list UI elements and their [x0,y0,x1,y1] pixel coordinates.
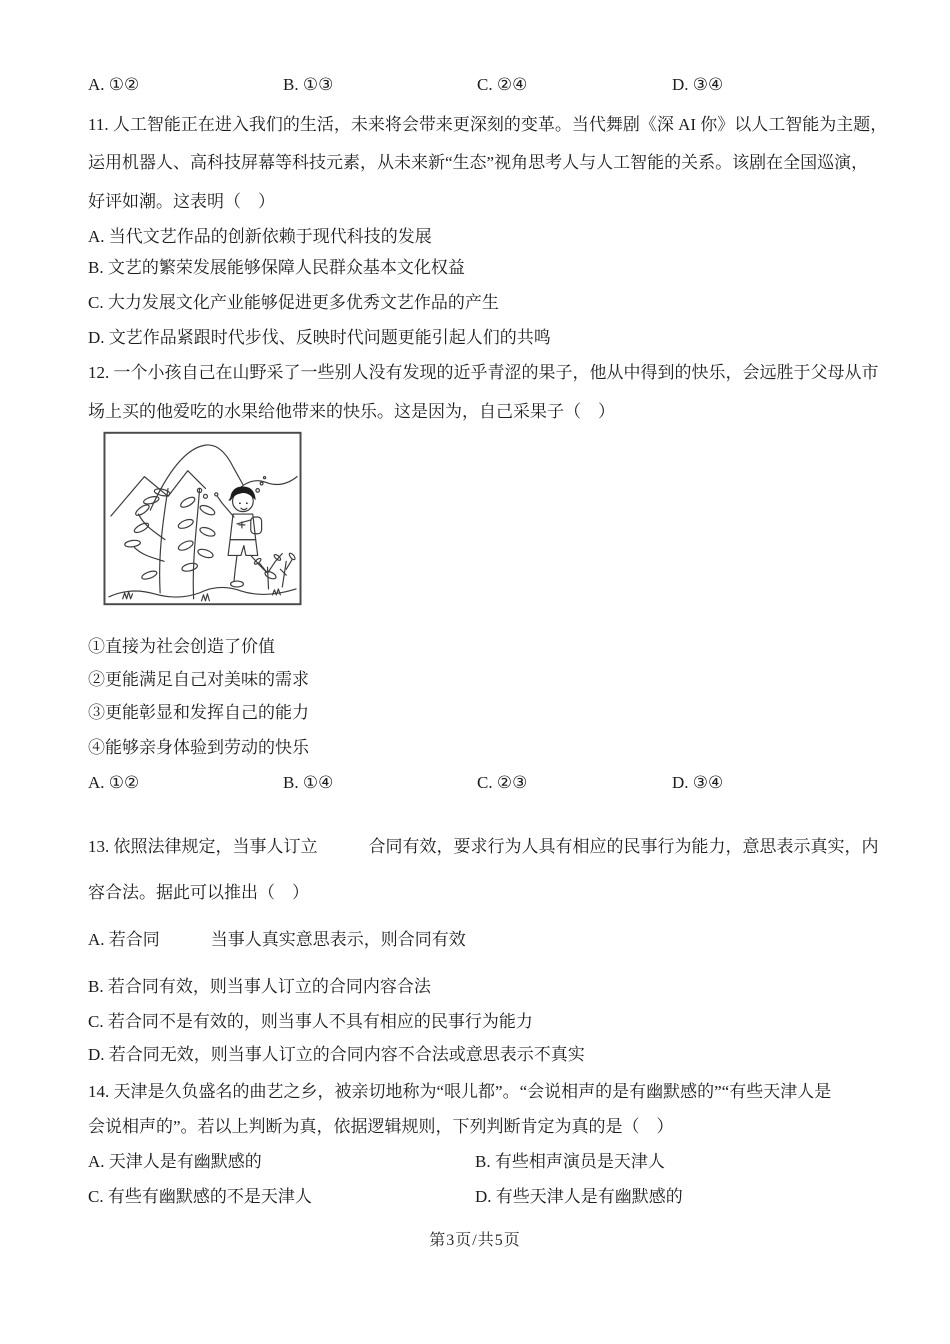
q11-option-d: D. 文艺作品紧跟时代步伐、反映时代问题更能引起人们的共鸣 [88,328,551,347]
q12-statement-1: ①直接为社会创造了价值 [88,637,275,656]
q11-stem-line-1: 11. 人工智能正在进入我们的生活，未来将会带来更深刻的变革。当代舞剧《深 AI 你》以人工智能为主题， [88,115,888,134]
q12-options-row [88,772,950,794]
q10-options-row [88,74,950,96]
q14-options-row-1 [88,1151,950,1173]
q13-option-a: A. 若合同 当事人真实意思表示，则合同有效 [88,930,466,949]
q14-option-c: C. 有些有幽默感的不是天津人 [88,1187,312,1206]
q13-option-c: C. 若合同不是有效的，则当事人不具有相应的民事行为能力 [88,1012,533,1031]
q10-option-d: D. ③④ [672,75,724,94]
q11-stem-line-3: 好评如潮。这表明（ ） [88,192,275,211]
q12-option-b: B. ①④ [283,773,334,792]
q10-option-b: B. ①③ [283,75,334,94]
q10-option-c: C. ②④ [477,75,528,94]
q14-option-a: A. 天津人是有幽默感的 [88,1152,262,1171]
q13-option-b: B. 若合同有效，则当事人订立的合同内容合法 [88,977,431,996]
q11-option-a: A. 当代文艺作品的创新依赖于现代科技的发展 [88,227,432,246]
q11-option-b: B. 文艺的繁荣发展能够保障人民群众基本文化权益 [88,258,465,277]
q11-stem-line-2: 运用机器人、高科技屏幕等科技元素，从未来新“生态”视角思考人与人工智能的关系。该剧在全国巡演， [88,153,869,172]
q14-option-d: D. 有些天津人是有幽默感的 [475,1187,683,1206]
q14-stem-line-1: 14. 天津是久负盛名的曲艺之乡，被亲切地称为“哏儿都”。“会说相声的是有幽默感的”“有些天津人是 [88,1082,832,1101]
q12-statement-2: ②更能满足自己对美味的需求 [88,670,309,689]
q12-option-c: C. ②③ [477,773,528,792]
q12-stem-line-1: 12. 一个小孩自己在山野采了一些别人没有发现的近乎青涩的果子，他从中得到的快乐，会远胜于父母从市 [88,363,879,382]
q12-option-a: A. ①② [88,773,140,792]
q14-option-b: B. 有些相声演员是天津人 [475,1152,665,1171]
q13-stem-line-1: 13. 依照法律规定，当事人订立 合同有效，要求行为人具有相应的民事行为能力，意思表示真实，内 [88,837,879,856]
q11-option-c: C. 大力发展文化产业能够促进更多优秀文艺作品的产生 [88,293,499,312]
q12-stem-line-2: 场上买的他爱吃的水果给他带来的快乐。这是因为，自己采果子（ ） [88,402,615,421]
q13-stem-line-2: 容合法。据此可以推出（ ） [88,883,309,902]
q12-option-d: D. ③④ [672,773,724,792]
q13-option-d: D. 若合同无效，则当事人订立的合同内容不合法或意思表示不真实 [88,1045,585,1064]
q12-statement-3: ③更能彰显和发挥自己的能力 [88,703,309,722]
q14-stem-line-2: 会说相声的”。若以上判断为真，依据逻辑规则，下列判断肯定为真的是（ ） [88,1117,674,1136]
q10-option-a: A. ①② [88,75,140,94]
boy-picking-fruit-illustration [103,430,302,607]
page-number-indicator: 第3页/共5页 [429,1232,521,1249]
q12-statement-4: ④能够亲身体验到劳动的快乐 [88,738,309,757]
q14-options-row-2 [88,1186,950,1208]
